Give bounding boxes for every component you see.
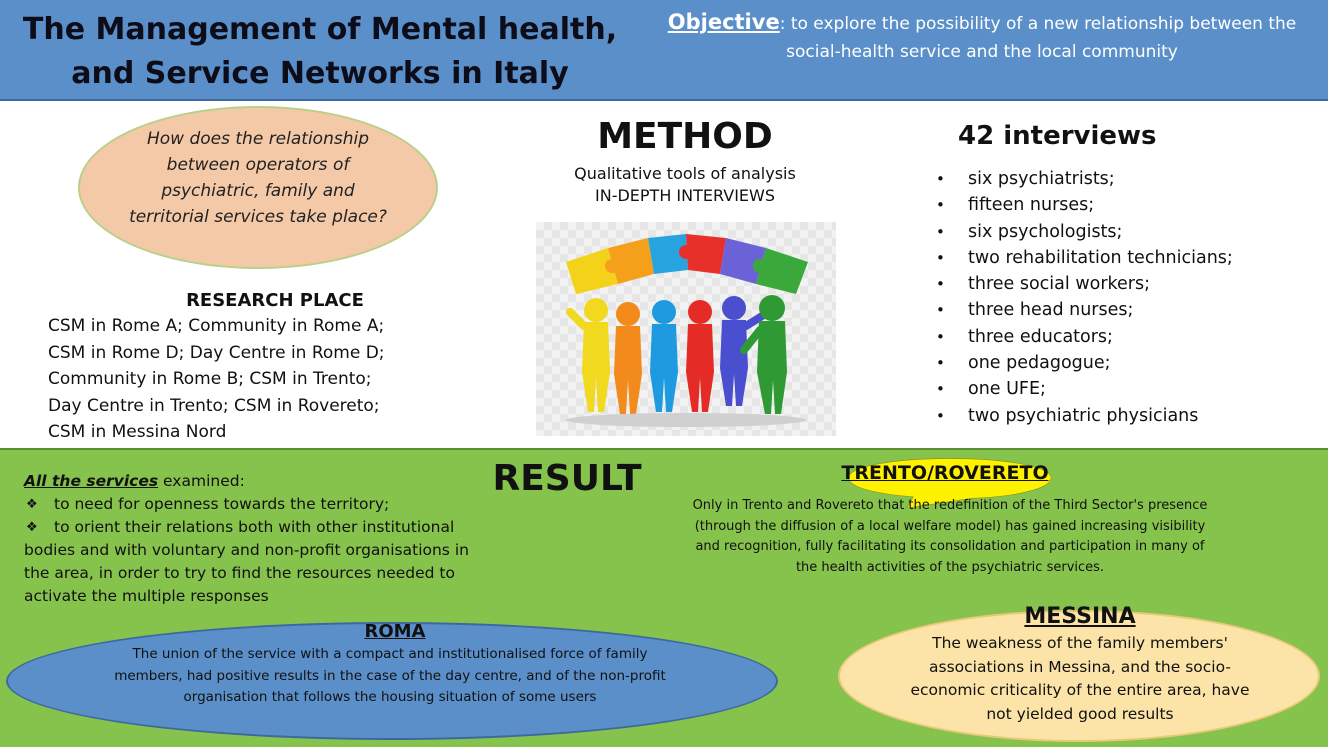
objective-text: : to explore the possibility of a new relationship between the social-health service and the local community [779, 14, 1297, 62]
method-subtitle [530, 163, 840, 207]
interview-item: • three head nurses; [934, 297, 1314, 323]
interviews-title: 42 interviews [958, 121, 1157, 151]
research-place-line: CSM in Rome A; Community in Rome A; [48, 316, 385, 336]
interview-item: • two psychiatric physicians [934, 403, 1314, 429]
interview-item: • six psychologists; [934, 219, 1314, 245]
figure-orange [614, 302, 642, 414]
puzzle-people-icon [536, 222, 836, 436]
method-subtitle-line-1: Qualitative tools of analysis [574, 164, 796, 183]
puzzle-arch [566, 234, 808, 294]
messina-text: The weakness of the family members' associations in Messina, and the socio-economic criticality of the entire area, have not yielded good results [910, 634, 1250, 723]
services-point: ❖ to need for openness towards the territory; [24, 493, 484, 516]
messina-title: MESSINA [1024, 604, 1136, 629]
services-list [24, 493, 484, 608]
figure-blue [650, 300, 678, 412]
puzzle-people-illustration [536, 222, 836, 436]
research-question: How does the relationship between operators of psychiatric, family and territorial services take place? [129, 129, 387, 227]
method-subtitle-line-2: IN-DEPTH INTERVIEWS [595, 186, 775, 205]
interview-item: • one UFE; [934, 376, 1314, 402]
interview-item: • three social workers; [934, 271, 1314, 297]
figure-green [744, 295, 787, 414]
figure-yellow [570, 298, 610, 412]
interview-item: • three educators; [934, 324, 1314, 350]
research-place-line: Day Centre in Trento; CSM in Rovereto; [48, 395, 380, 416]
research-place-line: CSM in Messina Nord [48, 422, 227, 442]
roma-title: ROMA [364, 621, 426, 642]
all-services-lead: All the services [24, 472, 159, 490]
method-title: METHOD [597, 116, 773, 157]
all-services-rest: examined: [158, 472, 245, 490]
all-services-block [24, 470, 484, 608]
trento-title: TRENTO/ROVERETO [841, 462, 1049, 484]
objective-label: Objective [667, 10, 780, 34]
trento-text: Only in Trento and Rovereto that the redefinition of the Third Sector's presence (through the diffusion of a local welfare model) has gained increasing visibility and recognition, fully facilitating its consolidation and participation in many of the health activities of the psychiatric services. [692, 498, 1208, 575]
interview-item: • one pedagogue; [934, 350, 1314, 376]
title-line-2: and Service Networks in Italy [71, 56, 569, 91]
research-place-title: RESEARCH PLACE [186, 290, 364, 311]
research-place-list [48, 313, 468, 446]
services-point-continuation: bodies and with voluntary and non-profit organisations in the area, in order to try to find the resources needed to activate the multiple responses [24, 541, 469, 605]
poster-title [10, 8, 630, 96]
roma-text: The union of the service with a compact and institutionalised force of family members, had positive results in the case of the day centre, and of the non-profit organisation that follows the housing situation of some users [114, 646, 666, 705]
all-services-heading [24, 470, 484, 493]
result-title: RESULT [492, 458, 642, 499]
interview-list [934, 166, 1314, 429]
research-place-line: Community in Rome B; CSM in Trento; [48, 369, 372, 389]
services-point: ❖ to orient their relations both with other institutional [24, 516, 484, 539]
research-place-line: CSM in Rome D; Day Centre in Rome D; [48, 342, 385, 363]
figure-red [686, 300, 714, 412]
interview-item: • fifteen nurses; [934, 192, 1314, 218]
interview-item: • six psychiatrists; [934, 166, 1314, 192]
title-line-1: The Management of Mental health, [22, 12, 618, 47]
objective-block [652, 8, 1312, 66]
interview-item: • two rehabilitation technicians; [934, 245, 1314, 271]
